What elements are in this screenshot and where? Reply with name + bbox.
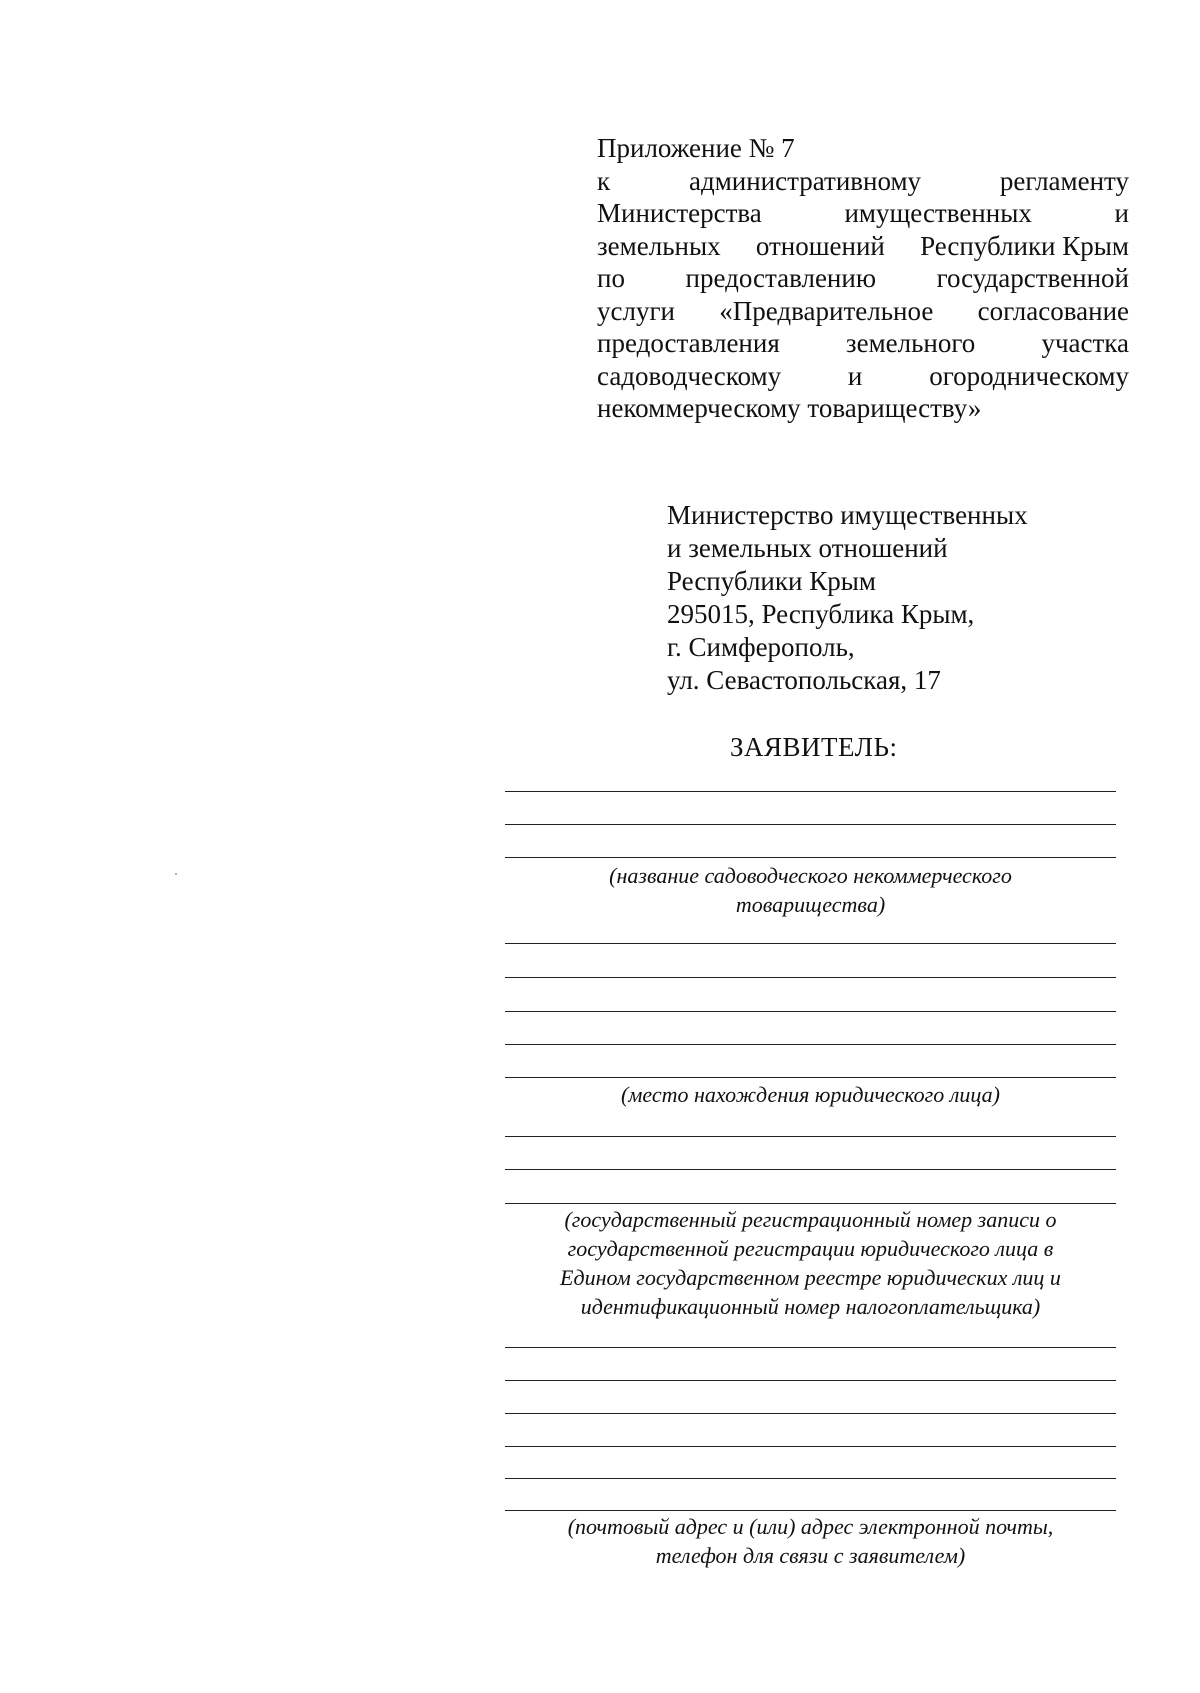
appendix-word: к — [597, 165, 611, 196]
appendix-header — [597, 132, 1129, 425]
appendix-word: земельных — [597, 230, 721, 261]
appendix-word: «Предварительное — [719, 295, 934, 326]
caption-line: государственной регистрации юридического лица в — [567, 1236, 1054, 1261]
blank-line-registration-1[interactable] — [505, 1136, 1116, 1137]
appendix-word: согласование — [977, 295, 1129, 326]
appendix-word: административному — [688, 165, 922, 196]
blank-line-location-1[interactable] — [505, 943, 1116, 944]
blank-line-org-1[interactable] — [505, 791, 1116, 792]
appendix-word: участка — [1041, 328, 1129, 358]
appendix-line — [597, 392, 1129, 425]
applicant-title: ЗАЯВИТЕЛЬ: — [730, 732, 898, 762]
caption-organization-name — [505, 861, 1116, 919]
blank-line-contacts-5[interactable] — [505, 1478, 1116, 1479]
appendix-line — [597, 360, 1129, 393]
addressee-block — [667, 499, 1028, 697]
caption-line: товарищества) — [735, 892, 886, 917]
appendix-word: государственной — [936, 263, 1129, 293]
appendix-word: Республики Крым — [920, 230, 1129, 261]
scan-speck — [175, 873, 177, 875]
blank-line-location-4[interactable] — [505, 1044, 1116, 1045]
blank-line-contacts-4[interactable] — [505, 1446, 1116, 1447]
appendix-line — [597, 197, 1129, 230]
caption-line: (название садоводческого некоммерческого — [609, 863, 1012, 888]
appendix-last-line: некоммерческому товариществу» — [597, 393, 982, 423]
blank-line-location-5[interactable] — [505, 1077, 1116, 1078]
addressee-line: г. Симферополь, — [667, 632, 855, 662]
caption-line: телефон для связи с заявителем) — [655, 1543, 966, 1568]
blank-line-contacts-2[interactable] — [505, 1380, 1116, 1381]
addressee-line: и земельных отношений — [667, 533, 948, 563]
caption-registration — [505, 1205, 1116, 1321]
appendix-word: Министерства — [597, 198, 762, 228]
blank-line-registration-2[interactable] — [505, 1169, 1116, 1170]
appendix-line — [597, 230, 1129, 263]
appendix-word: регламенту — [999, 165, 1129, 196]
appendix-word: и — [1114, 198, 1129, 228]
addressee-line: ул. Севастопольская, 17 — [667, 665, 941, 695]
appendix-word: отношений — [755, 230, 885, 261]
appendix-line — [597, 165, 1129, 198]
appendix-word: по — [597, 263, 625, 293]
caption-line: (почтовый адрес и (или) адрес электронной почты, — [567, 1514, 1054, 1539]
blank-line-org-2[interactable] — [505, 824, 1116, 825]
addressee-line: Министерство имущественных — [667, 500, 1028, 530]
appendix-line — [597, 295, 1129, 328]
blank-line-org-3[interactable] — [505, 857, 1116, 858]
addressee-line: Республики Крым — [667, 566, 876, 596]
caption-line: (государственный регистрационный номер записи о — [564, 1207, 1057, 1232]
blank-line-location-2[interactable] — [505, 977, 1116, 978]
blank-line-contacts-6[interactable] — [505, 1510, 1116, 1511]
appendix-line — [597, 327, 1129, 360]
appendix-word: услуги — [597, 295, 675, 326]
appendix-word: предоставлению — [685, 263, 877, 293]
appendix-word: земельного — [845, 328, 976, 358]
appendix-title: Приложение № 7 — [597, 133, 795, 163]
appendix-word: предоставления — [597, 328, 780, 358]
caption-location — [505, 1080, 1116, 1109]
addressee-line: 295015, Республика Крым, — [667, 599, 975, 629]
blank-line-contacts-3[interactable] — [505, 1413, 1116, 1414]
caption-contacts — [505, 1512, 1116, 1570]
appendix-word: садоводческому — [597, 360, 782, 391]
appendix-line — [597, 262, 1129, 295]
blank-line-registration-3[interactable] — [505, 1203, 1116, 1204]
blank-line-location-3[interactable] — [505, 1011, 1116, 1012]
caption-line: идентификационный номер налогоплательщика) — [580, 1294, 1041, 1319]
caption-line: (место нахождения юридического лица) — [621, 1082, 1000, 1107]
appendix-word: и — [847, 360, 863, 391]
appendix-word: огородническому — [929, 360, 1129, 391]
caption-line: Едином государственном реестре юридических лиц и — [560, 1265, 1061, 1290]
blank-line-contacts-1[interactable] — [505, 1347, 1116, 1348]
appendix-word: имущественных — [844, 198, 1032, 228]
